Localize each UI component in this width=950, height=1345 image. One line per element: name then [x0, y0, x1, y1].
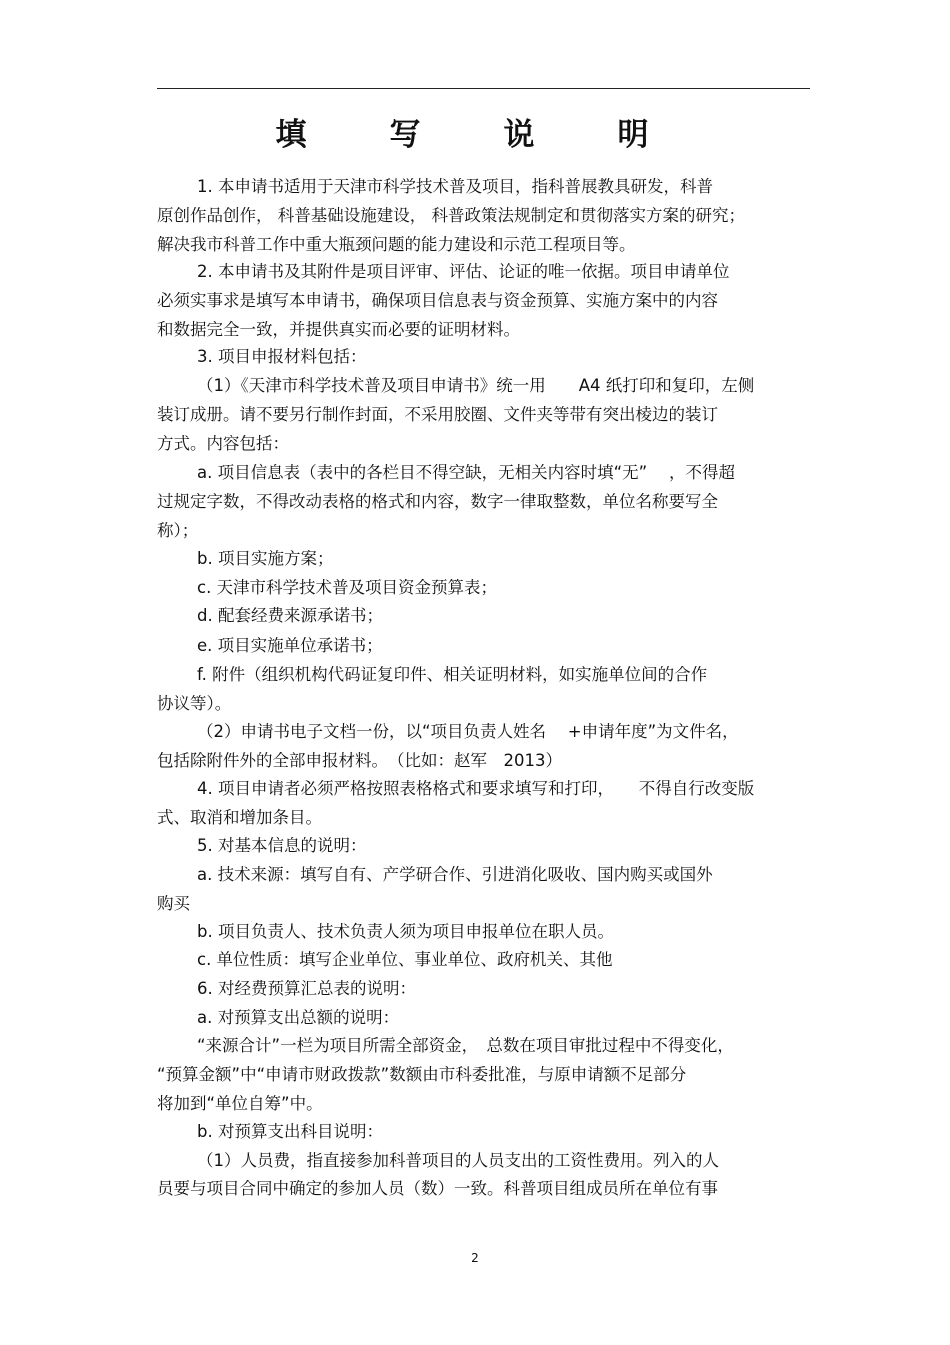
body-line: “来源合计”一栏为项目所需全部资金， 总数在项目审批过程中不得变化， [197, 1036, 734, 1055]
body-line: 1. 本申请书适用于天津市科学技术普及项目，指科普展教具研发，科普 [197, 177, 713, 196]
body-line: 装订成册。请不要另行制作封面，不采用胶圈、文件夹等带有突出棱边的装订 [157, 405, 718, 424]
body-line: 购买 [157, 894, 190, 913]
body-line: 5. 对基本信息的说明： [197, 836, 367, 855]
body-line: （1）《天津市科学技术普及项目申请书》统一用 A4 纸打印和复印，左侧 [197, 376, 755, 395]
body-line: 必须实事求是填写本申请书，确保项目信息表与资金预算、实施方案中的内容 [157, 291, 718, 310]
body-line: 包括除附件外的全部申报材料。 （比如：赵军 2013） [157, 751, 562, 770]
body-line: c. 单位性质：填写企业单位、事业单位、政府机关、其他 [197, 950, 613, 969]
body-line: 和数据完全一致，并提供真实而必要的证明材料。 [157, 320, 520, 339]
body-line: d. 配套经费来源承诺书； [197, 606, 383, 625]
body-line: 过规定字数，不得改动表格的格式和内容，数字一律取整数，单位名称要写全 [157, 492, 718, 511]
body-line: （1）人员费，指直接参加科普项目的人员支出的工资性费用。列入的人 [197, 1151, 719, 1170]
body-line: 将加到“单位自筹”中。 [157, 1094, 323, 1113]
body-line: e. 项目实施单位承诺书； [197, 636, 383, 655]
header-rule [157, 88, 810, 89]
body-line: 原创作品创作， 科普基础设施建设， 科普政策法规制定和贯彻落实方案的研究； [157, 206, 745, 225]
body-line: “预算金额”中“申请市财政拨款”数额由市科委批准，与原申请额不足部分 [157, 1065, 687, 1084]
body-line: 方式。内容包括： [157, 434, 289, 453]
body-line: 员要与项目合同中确定的参加人员（数）一致。科普项目组成员所在单位有事 [157, 1179, 718, 1198]
body-line: 协议等）。 [157, 694, 232, 713]
page-number: 2 [471, 1251, 479, 1265]
body-line: 4. 项目申请者必须严格按照表格格式和要求填写和打印， 不得自行改变版 [197, 779, 755, 798]
body-line: b. 项目负责人、技术负责人须为项目申报单位在职人员。 [197, 922, 614, 941]
body-line: 称）； [157, 521, 199, 540]
body-line: a. 项目信息表（表中的各栏目不得空缺，无相关内容时填“无” ，不得超 [197, 463, 735, 482]
body-line: a. 对预算支出总额的说明： [197, 1008, 400, 1027]
body-line: 3. 项目申报材料包括： [197, 347, 367, 366]
body-line: c. 天津市科学技术普及项目资金预算表； [197, 578, 498, 597]
body-line: b. 项目实施方案； [197, 549, 334, 568]
body-line: 解决我市科普工作中重大瓶颈问题的能力建设和示范工程项目等。 [157, 235, 636, 254]
page-title: 填 写 说 明 [275, 117, 675, 153]
body-line: 式、取消和增加条目。 [157, 808, 322, 827]
body-line: b. 对预算支出科目说明： [197, 1122, 383, 1141]
body-line: a. 技术来源：填写自有、产学研合作、引进消化吸收、国内购买或国外 [197, 865, 713, 884]
body-line: f. 附件（组织机构代码证复印件、相关证明材料，如实施单位间的合作 [197, 665, 708, 684]
body-line: （2）申请书电子文档一份，以“项目负责人姓名 +申请年度”为文件名， [197, 722, 739, 741]
body-line: 2. 本申请书及其附件是项目评审、评估、论证的唯一依据。项目申请单位 [197, 262, 730, 281]
body-line: 6. 对经费预算汇总表的说明： [197, 979, 416, 998]
